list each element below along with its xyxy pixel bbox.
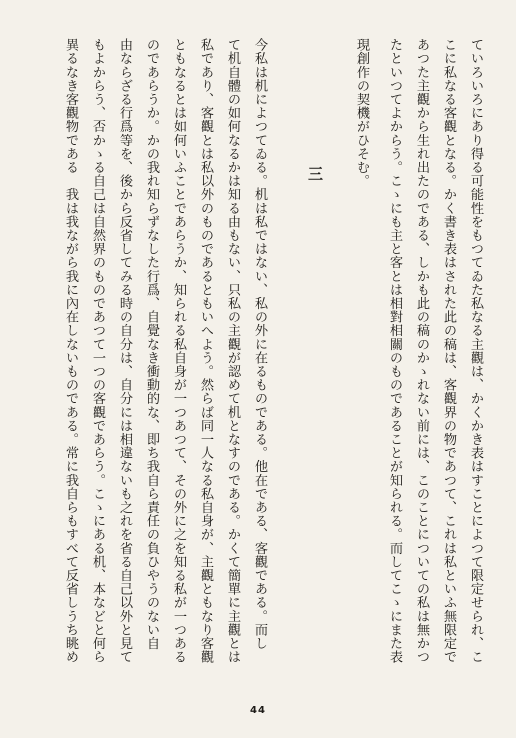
text-column: のであらうか。かの我れ知らずなした行爲、自覺なき衝動的な、即ち我自ら責任の負ひやうのない自: [144, 38, 159, 650]
text-column: 今私は机によつてゐる。机は私ではない、私の外に在るものである。他在である、客觀である。而し: [252, 38, 267, 650]
text-column: こに私なる客觀となる。かく書き表はされた此の稿は、客觀界の物であつて、これは私といふ無限定で: [441, 38, 456, 664]
text-column: 異るなき客觀物である 我は我ながら我に內在しないものである。常に我自らもすべて反省しうち眺め: [63, 38, 78, 664]
text-column: あつた主觀から生れ出たのである、しかも此の稿のかゝれない前には、このことについての私は無かつ: [414, 38, 429, 664]
text-column: 現創作の契機がひそむ。: [354, 38, 369, 188]
text-column: 由ならざる行爲等を、後から反省してみる時の自分は、自分には相違ないも之れを省る自己以外と見て: [117, 38, 132, 664]
page-number: 44: [250, 705, 266, 716]
text-column: ともなるとは如何いふことであらうか、知られる私自身が一つあつて、その外に之を知る私が一つある: [171, 38, 186, 664]
section-number: 三: [306, 165, 324, 181]
text-column: て机自體の如何なるかは知る由もない、只私の主觀が認めて机となすのである。かくて簡單に主觀とは: [225, 38, 240, 664]
text-column: もよからう、否かゝる自己は自然界のものであつて一つの客觀であらう。こゝにある机、本などと何ら: [90, 38, 105, 664]
text-column: たといつてよからう。こゝにも主と客とは相對相關のものであることが知られる。而してこゝにまた表: [387, 38, 402, 664]
text-column: ていろいろにあり得る可能性をもつてゐた私なる主觀は、かくかき表はすことによつて限定せられ、こ: [468, 38, 483, 664]
text-column: 私であり、客觀とは私以外のものであるともいへよう。然らば同一人なる私自身が、主觀ともなり客觀: [198, 38, 213, 664]
